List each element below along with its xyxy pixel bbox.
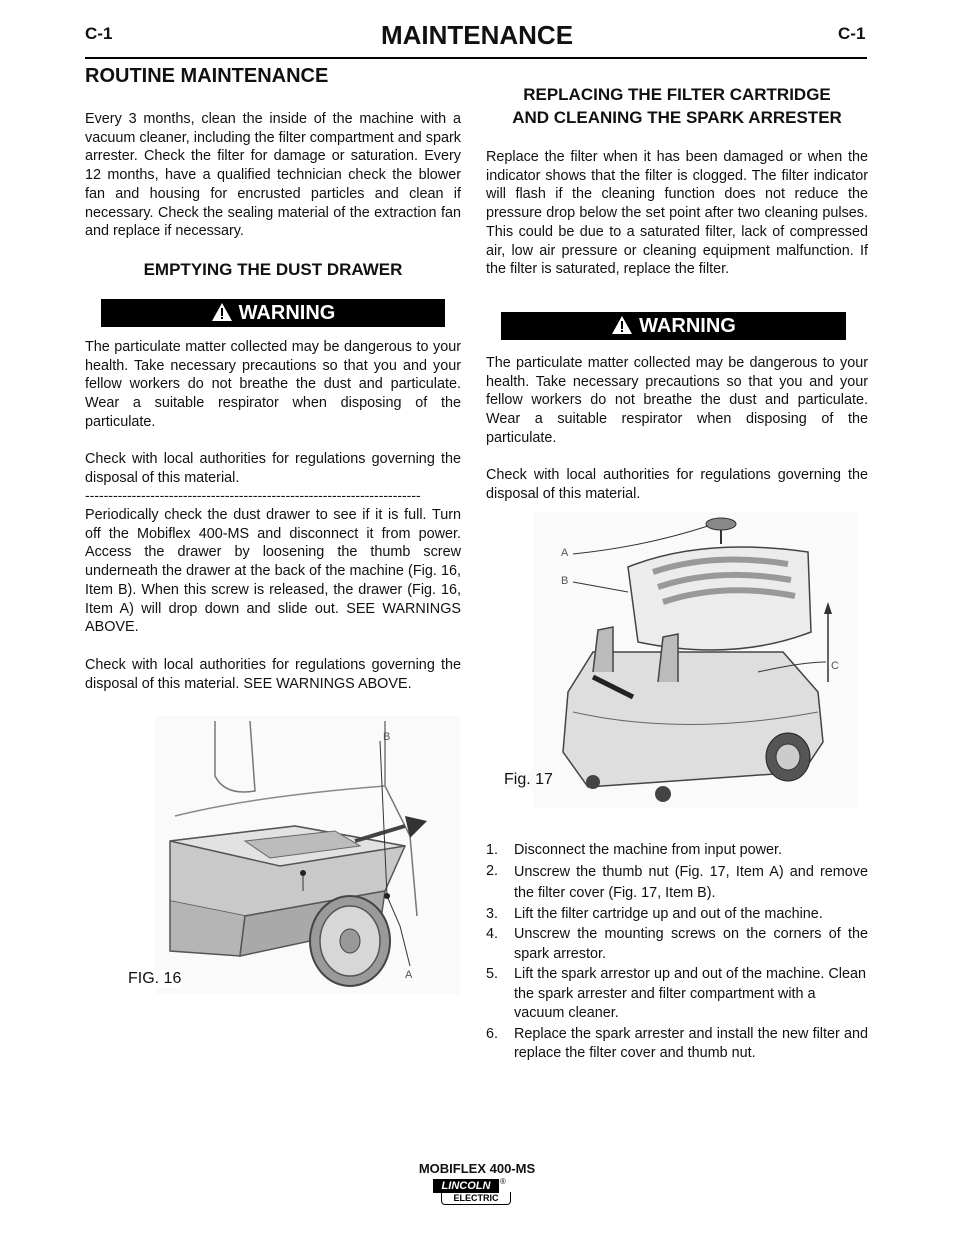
step-item: 5. Lift the spark arrestor up and out of the machine. Clean the spark arrester and filter compartment with a vacuum cleaner. (486, 966, 866, 1021)
page-number-right: C-1 (838, 24, 866, 43)
figure-17-label-c: C (831, 660, 839, 672)
warning-banner-right (501, 312, 846, 340)
dust-drawer-text: Periodically check the dust drawer to see if it is full. Turn off the Mobiflex 400-MS and disconnect it from power. Access the drawer by loosening the thumb screw underneath the drawer at the back of the machine (Fig. 16, Item B). When this screw is released, the drawer (Fig. 16, Item A) will drop down and slide out. SEE WARNINGS ABOVE. (85, 507, 461, 636)
warning-triangle-icon (611, 315, 633, 343)
machine-drawer-illustration (155, 716, 460, 994)
step-item: 4. Unscrew the mounting screws on the corners of the spark arrestor. (486, 926, 868, 962)
logo-bottom-text: ELECTRIC (441, 1192, 511, 1205)
procedure-steps-list (486, 841, 868, 1065)
dashed-separator: ------------------------------------------------------------------------ (85, 487, 421, 503)
warning-disposal-text-right: Check with local authorities for regulations governing the disposal of this material. (486, 467, 868, 502)
logo-registered-mark: ® (500, 1177, 506, 1186)
figure-16-label-a: A (405, 969, 413, 981)
warning-text-left: The particulate matter collected may be dangerous to your health. Take necessary precautions so that you and your fellow workers do not breathe the dust and particulate. Wear a suitable respirator when disposing of the particulate. (85, 339, 461, 430)
machine-filter-illustration (533, 512, 857, 808)
figure-16-label-b: B (383, 731, 391, 743)
subheading-replacing-filter-line2: AND CLEANING THE SPARK ARRESTER (512, 108, 842, 127)
step-item: 2. Unscrew the thumb nut (Fig. 17, Item A) and remove the filter cover (Fig. 17, Item B). (486, 862, 868, 901)
figure-17-caption: Fig. 17 (504, 771, 553, 788)
step-item: 6. Replace the spark arrester and install the new filter and replace the filter cover and thumb nut. (486, 1025, 868, 1061)
step-item: 1. Disconnect the machine from input power. (486, 842, 782, 858)
warning-text-right: The particulate matter collected may be dangerous to your health. Take necessary precautions so that you and your fellow workers do not breathe the dust and particulate. Wear a suitable respirator when disposing of the particulate. (486, 355, 868, 446)
figure-16-dust-drawer (155, 716, 460, 994)
figure-17-filter-cartridge (533, 512, 857, 808)
warning-label: WARNING (639, 315, 736, 337)
lincoln-electric-logo (433, 1179, 513, 1207)
warning-banner-left (101, 299, 445, 327)
page-title: MAINTENANCE (380, 20, 574, 50)
subheading-replacing-filter-line1: REPLACING THE FILTER CARTRIDGE (523, 85, 831, 104)
routine-maintenance-text: Every 3 months, clean the inside of the machine with a vacuum cleaner, including the filter compartment and spark arrester. Check the filter for damage or saturation. Every 12 months, have a qualified technician check the blower fan and housing for encrusted particles and clean if necessary. Check the sealing material of the extraction fan and replace if necessary. (85, 111, 461, 240)
figure-16-caption: FIG. 16 (128, 970, 182, 987)
warning-label: WARNING (238, 302, 336, 324)
figure-17-label-b: B (561, 575, 569, 587)
header-rule (85, 57, 867, 59)
subheading-emptying-dust-drawer: EMPTYING THE DUST DRAWER (143, 260, 403, 279)
warning-triangle-icon (211, 302, 233, 330)
logo-top-text: LINCOLN (433, 1179, 499, 1193)
warning-disposal-text-left: Check with local authorities for regulations governing the disposal of this material. (85, 451, 461, 486)
step-item: 3. Lift the filter cartridge up and out of the machine. (486, 905, 823, 922)
footer-model-name: MOBIFLEX 400-MS (418, 1161, 536, 1176)
replacing-filter-text: Replace the filter when it has been damaged or when the indicator shows that the filter is clogged. The filter indicator will flash if the cleaning function does not reduce the pressure drop below the set point after two cleaning pulses. This could be due to a saturated filter, lack of compressed air, low air pressure or cleaning equipment malfunction. If the filter is saturated, replace the filter. (486, 149, 868, 278)
disposal-text-left: Check with local authorities for regulations governing the disposal of this material. SEE WARNINGS ABOVE. (85, 657, 461, 692)
figure-17-label-a: A (561, 547, 569, 559)
section-title-routine-maintenance: ROUTINE MAINTENANCE (85, 65, 329, 87)
page-number-left: C-1 (85, 24, 113, 43)
